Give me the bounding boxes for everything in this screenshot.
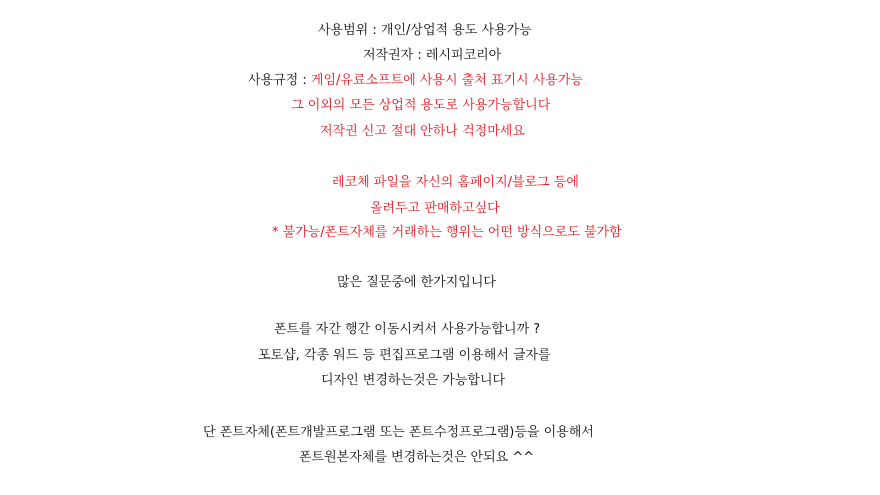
usage-scope-label: 사용범위 : [318,23,381,38]
faq-note-line-2: 폰트원본자체를 변경하는것은 안되요 ^^ [299,450,535,465]
usage-rules-value: 게임/유료소프트에 사용시 출처 표기시 사용가능 [310,73,583,88]
restriction-line-1: 레코체 파일을 자신의 홈페이지/블로그 등에 [332,175,579,190]
usage-scope-line [318,22,532,40]
faq-question: 폰트를 자간 행간 이동시켜서 사용가능합니까 ? [274,322,541,337]
usage-scope-value: 개인/상업적 용도 사용가능 [380,23,532,38]
restriction-line-3: * 불가능/폰트자체를 거래하는 행위는 어떤 방식으로도 불가함 [272,225,622,240]
copyright-holder-value: 레시피코리아 [425,48,502,63]
copyright-holder-line [363,47,501,65]
restriction-line-2: 올려두고 판매하고싶다 [370,201,500,216]
usage-rules-line-2: 그 이외의 모든 상업적 용도로 사용가능합니다 [291,98,551,113]
usage-rules-line [248,72,583,90]
copyright-holder-label: 저작권자 : [363,48,426,63]
usage-rules-line-3: 저작권 신고 절대 안하나 걱정마세요 [320,124,525,139]
faq-note-line-1: 단 폰트자체(폰트개발프로그램 또는 폰트수정프로그램)등을 이용해서 [203,425,594,440]
usage-rules-label: 사용규정 : [248,73,311,88]
faq-answer-line-2: 디자인 변경하는것은 가능합니다 [321,373,506,388]
faq-intro: 많은 질문중에 한가지입니다 [337,275,496,290]
faq-answer-line-1: 포토샵, 각종 워드 등 편집프로그램 이용해서 글자를 [258,348,551,363]
